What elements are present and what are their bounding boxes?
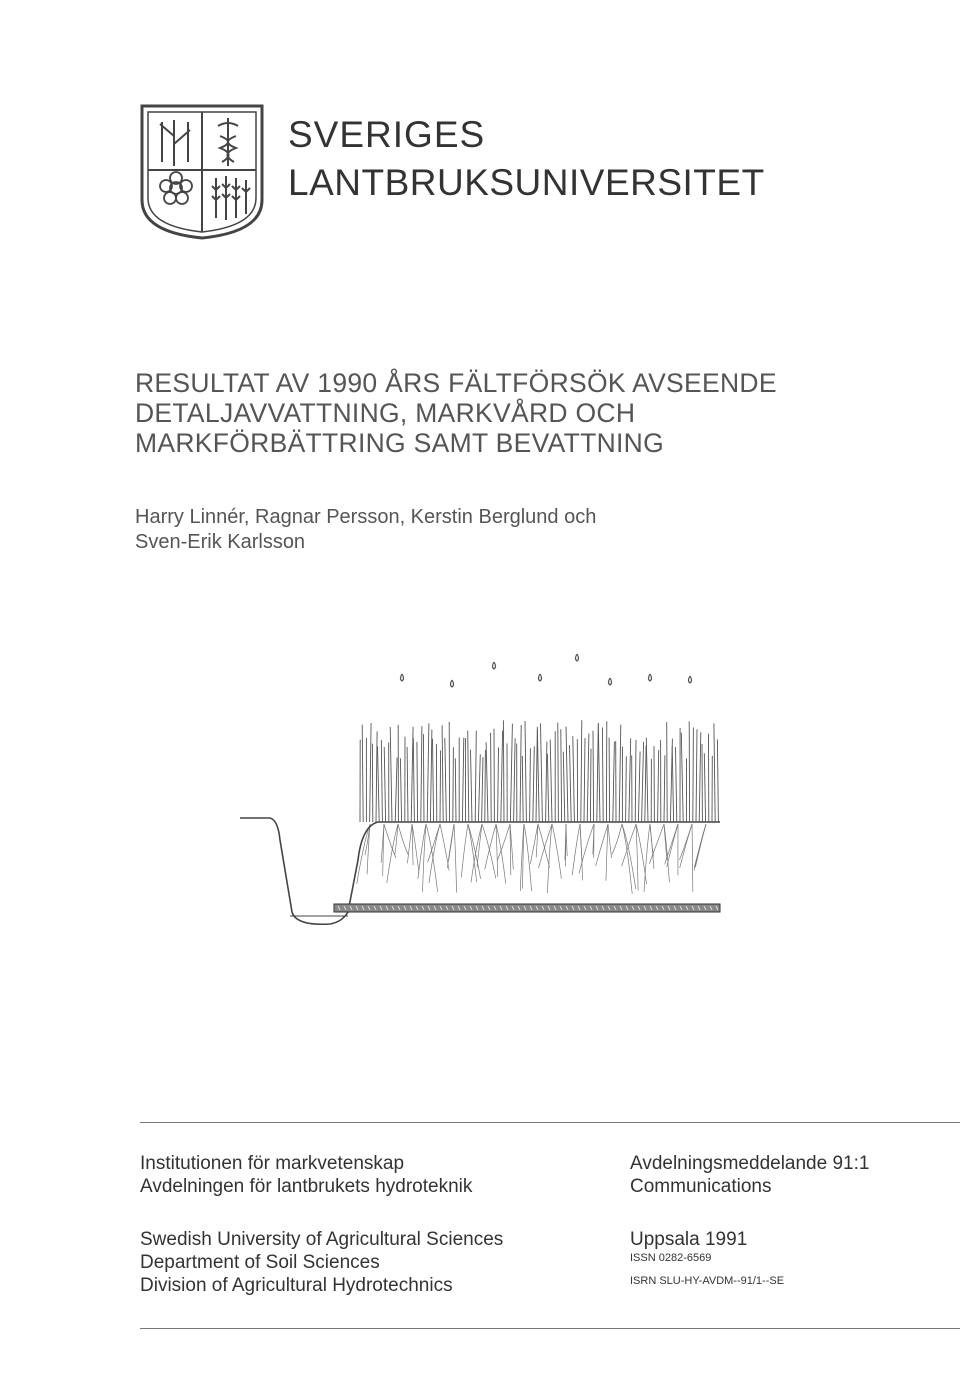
publisher-info [140, 1152, 503, 1297]
authors-line2: Sven-Erik Karlsson [135, 531, 306, 553]
authors [135, 505, 596, 555]
university-logo-seal [132, 100, 272, 242]
english-department: Department of Soil Sciences [140, 1252, 380, 1273]
isrn: ISRN SLU-HY-AVDM--91/1--SE [630, 1275, 785, 1287]
report-title [135, 368, 777, 458]
title-line3: MARKFÖRBÄTTRING SAMT BEVATTNING [135, 428, 665, 458]
divider-top [140, 1122, 960, 1123]
university-name-line2: LANTBRUKSUNIVERSITET [288, 162, 765, 203]
english-university: Swedish University of Agricultural Sciences [140, 1229, 504, 1250]
university-name-line1: SVERIGES [288, 114, 486, 155]
crop-roots [357, 824, 706, 894]
series-info [630, 1152, 869, 1289]
title-line2: DETALJAVVATTNING, MARKVÅRD OCH [135, 398, 636, 428]
divider-bottom [140, 1328, 960, 1329]
issn: ISSN 0282-6569 [630, 1252, 712, 1264]
swedish-division: Avdelningen för lantbrukets hydroteknik [140, 1176, 473, 1197]
drain-pipe [334, 904, 720, 912]
series-name: Avdelningsmeddelande 91:1 [630, 1153, 870, 1174]
title-line1: RESULTAT AV 1990 ÅRS FÄLTFÖRSÖK AVSEENDE [135, 368, 777, 398]
english-division: Division of Agricultural Hydrotechnics [140, 1275, 453, 1296]
place-year: Uppsala 1991 [630, 1229, 748, 1250]
authors-line1: Harry Linnér, Ragnar Persson, Kerstin Berglund och [135, 506, 597, 528]
field-drainage-illustration [230, 650, 725, 940]
rain-drops [401, 654, 692, 687]
series-name-en: Communications [630, 1176, 772, 1197]
crop-stalks [360, 720, 718, 822]
swedish-institution: Institutionen för markvetenskap [140, 1153, 405, 1174]
